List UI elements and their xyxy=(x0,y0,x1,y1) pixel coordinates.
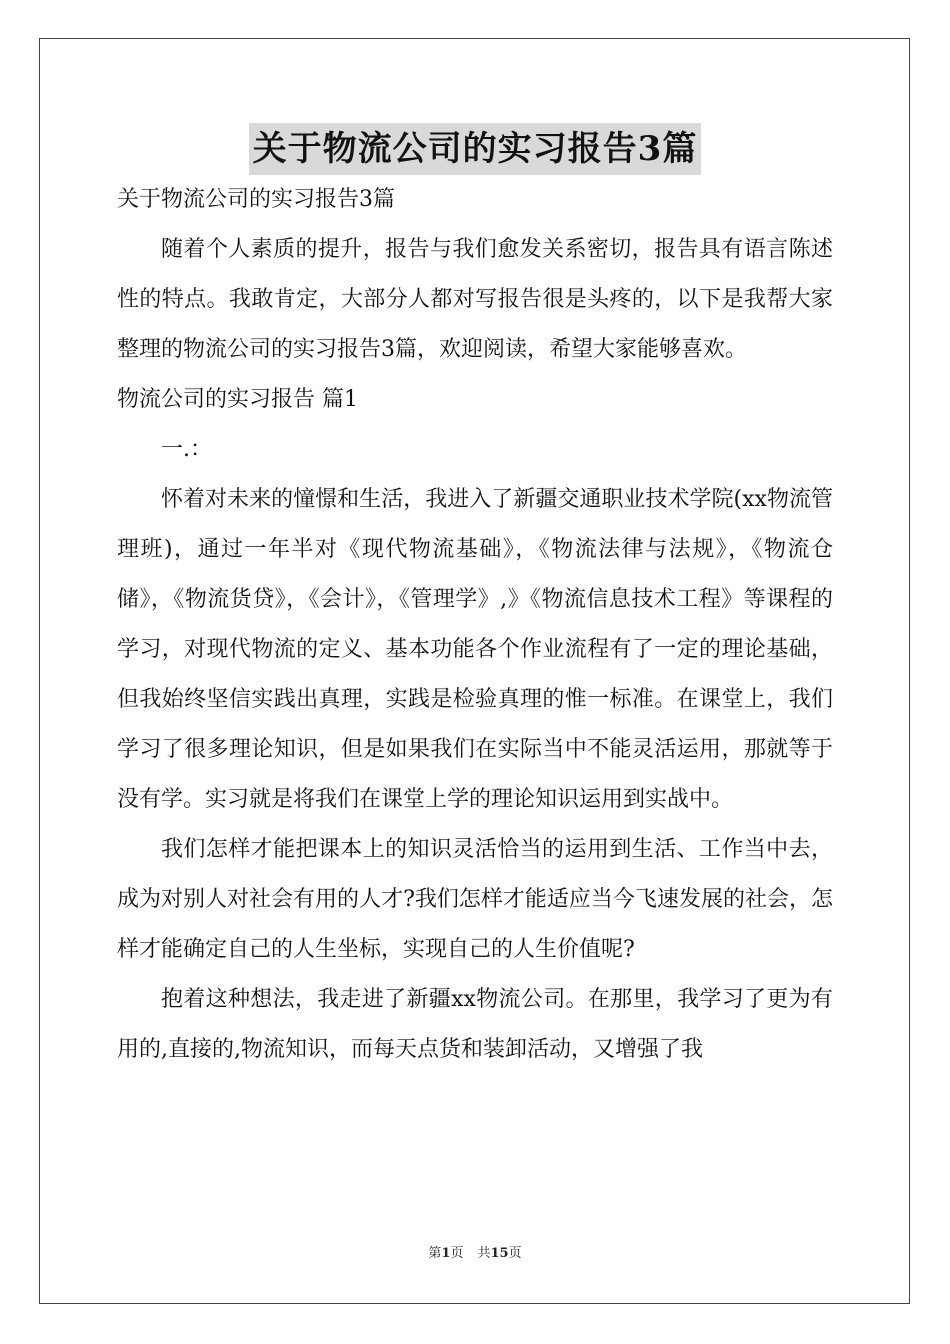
document-title xyxy=(0,123,950,175)
page-footer xyxy=(0,1244,950,1264)
body-paragraph-1: 怀着对未来的憧憬和生活，我进入了新疆交通职业技术学院(xx物流管理班)，通过一年半对《现代物流基础》，《物流法律与法规》，《物流仓储》，《物流货贷》，《会计》，《管理学》,》《物流信息技术工程》等课程的学习，对现代物流的定义、基本功能各个作业流程有了一定的理论基础，但我始终坚信实践出真理，实践是检验真理的惟一标准。在课堂上，我们学习了很多理论知识，但是如果我们在实际当中不能灵活运用，那就等于没有学。实习就是将我们在课堂上学的理论知识运用到实战中。 xyxy=(117,487,833,812)
document-title-text: 关于物流公司的实习报告3篇 xyxy=(249,123,702,175)
section-heading: 物流公司的实习报告 篇1 xyxy=(117,387,358,412)
document-subtitle: 关于物流公司的实习报告3篇 xyxy=(117,187,395,212)
page-prefix: 第 xyxy=(428,1246,442,1261)
section-number: 一.： xyxy=(161,437,212,462)
body-paragraph-3: 抱着这种想法，我走进了新疆xx物流公司。在那里，我学习了更为有用的,直接的,物流知识，而每天点货和装卸活动，又增强了我 xyxy=(117,987,833,1062)
page-number: 1 xyxy=(441,1246,451,1261)
total-pages: 15 xyxy=(490,1246,509,1261)
page-suffix: 页 xyxy=(450,1246,464,1261)
total-suffix: 页 xyxy=(508,1246,522,1261)
intro-paragraph: 随着个人素质的提升，报告与我们愈发关系密切，报告具有语言陈述性的特点。我敢肯定，大部分人都对写报告很是头疼的，以下是我帮大家整理的物流公司的实习报告3篇，欢迎阅读，希望大家能够喜欢。 xyxy=(117,237,833,362)
total-prefix: 共 xyxy=(477,1246,491,1261)
document-body xyxy=(117,175,833,1075)
body-paragraph-2: 我们怎样才能把课本上的知识灵活恰当的运用到生活、工作当中去，成为对别人对社会有用的人才?我们怎样才能适应当今飞速发展的社会，怎样才能确定自己的人生坐标，实现自己的人生价值呢? xyxy=(117,837,833,962)
